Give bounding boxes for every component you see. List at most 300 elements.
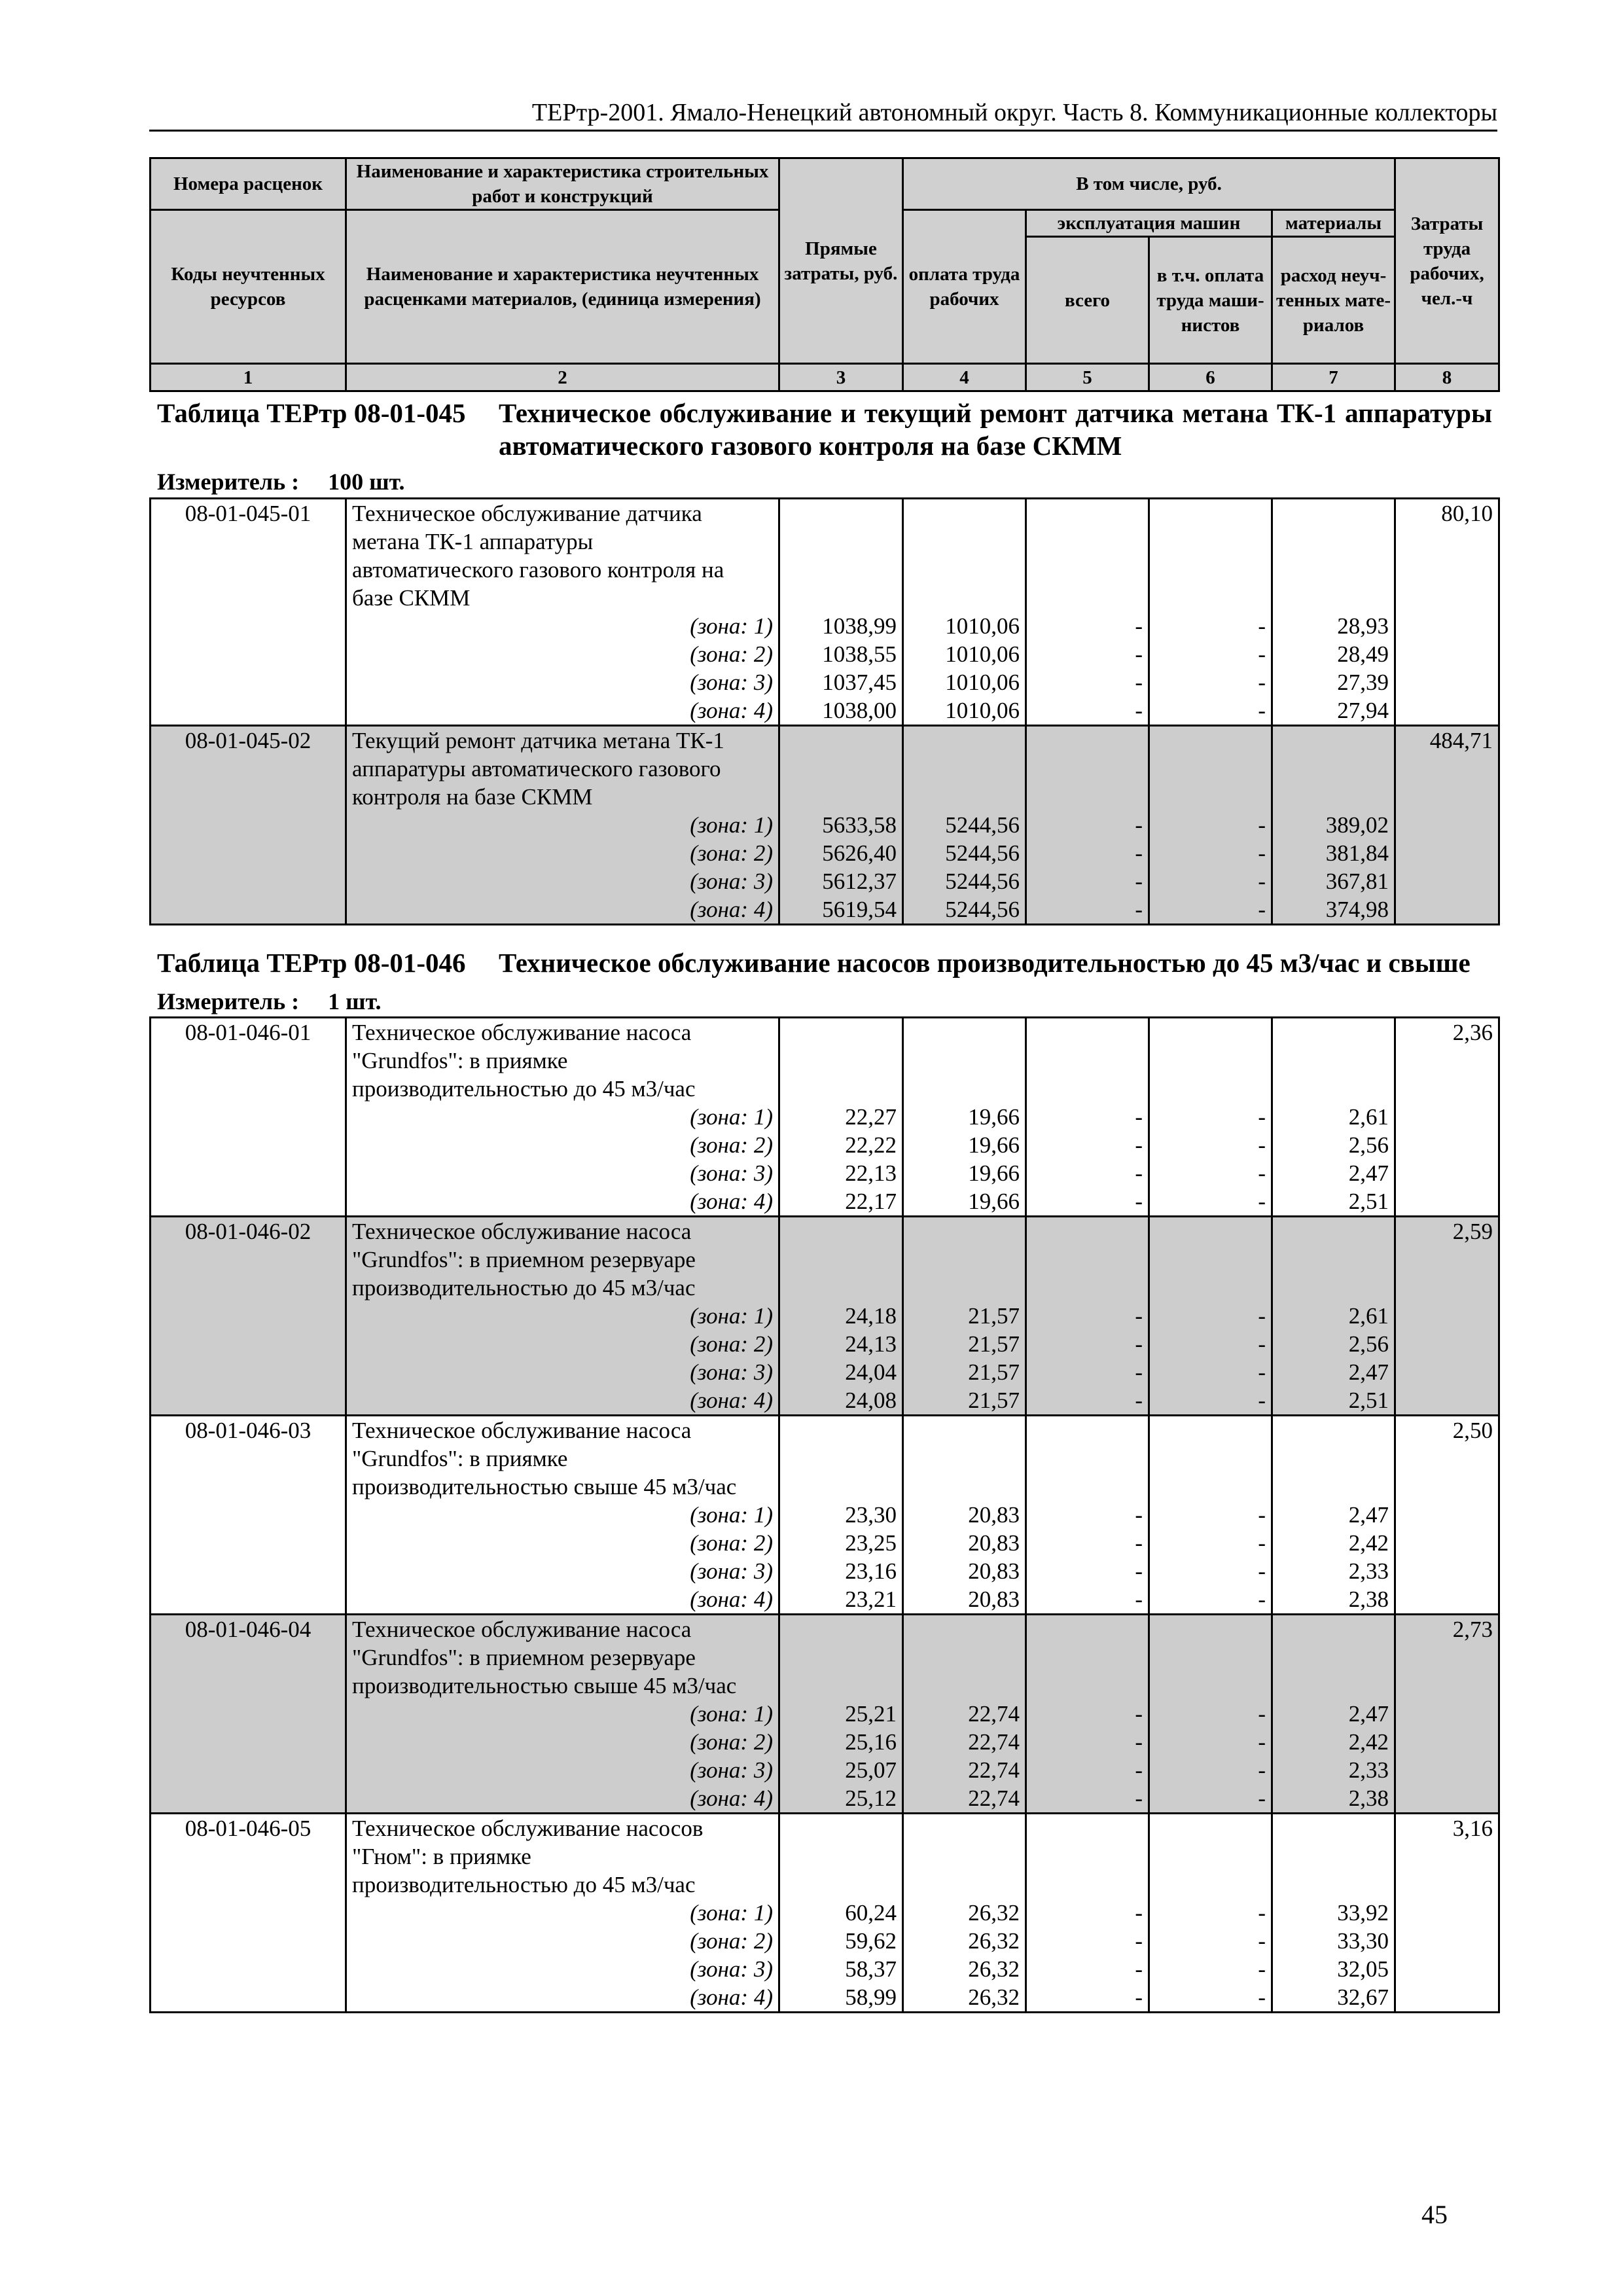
description-spacer [1032,1416,1143,1501]
zone-label: (зона: 4) [690,1785,773,1811]
value-direct: 23,25 [845,1530,897,1556]
description-spacer [909,1416,1020,1501]
value-mat: 374,98 [1325,897,1389,922]
zone-labels [352,612,773,725]
value-direct: 5619,54 [822,897,897,922]
value-mach-wages: - [1258,1359,1266,1385]
value-direct: 60,24 [845,1900,897,1926]
value-mat: 2,42 [1348,1729,1389,1755]
rate-description: Текущий ремонт датчика метана ТК-1 аппаратуры автоматического газового контроля на базе СКММ [352,728,724,810]
value-direct: 58,37 [845,1956,897,1982]
zone-values-mach [1026,1615,1149,1814]
value-mach-wages: - [1258,1928,1266,1954]
value-mach-wages: - [1258,1900,1266,1926]
value-wages: 20,83 [968,1530,1020,1556]
value-direct: 23,30 [845,1502,897,1528]
description-spacer [785,1615,897,1700]
zone-label: (зона: 3) [690,869,773,894]
measure-label: Измеритель : [157,469,300,495]
zone-labels [352,1700,773,1812]
rate-code: 08-01-045-02 [151,726,346,925]
value-list [785,1899,897,2011]
zone-label: (зона: 2) [690,840,773,866]
description-spacer [1278,1018,1389,1103]
zone-label: (зона: 1) [690,613,773,639]
zone-values-mat [1272,1018,1395,1217]
value-mach: - [1135,670,1143,695]
zone-values-mat [1272,1615,1395,1814]
value-mat: 2,61 [1348,1303,1389,1329]
zone-label: (зона: 4) [690,1388,773,1413]
value-list [1278,1302,1389,1414]
value-mat: 2,33 [1348,1757,1389,1783]
zone-label: (зона: 4) [690,1984,773,2010]
zone-label: (зона: 2) [690,1132,773,1158]
value-direct: 58,99 [845,1984,897,2010]
zone-values-mach-wages [1149,499,1272,726]
rates-table-08-01-045 [149,497,1500,925]
zone-labels [352,1899,773,2011]
zone-values-direct [779,1416,903,1615]
value-mach: - [1135,641,1143,667]
value-mat: 367,81 [1325,869,1389,894]
value-mach-wages: - [1258,1587,1266,1612]
zone-label: (зона: 3) [690,1160,773,1186]
value-mach-wages: - [1258,840,1266,866]
zone-values-mat [1272,726,1395,925]
value-list [1278,1501,1389,1613]
value-wages: 1010,06 [945,698,1020,723]
value-direct: 5626,40 [822,840,897,866]
zone-values-mach [1026,1217,1149,1416]
description-spacer [785,1416,897,1501]
zone-label: (зона: 2) [690,1729,773,1755]
value-mach: - [1135,1189,1143,1214]
zone-labels [352,811,773,924]
value-wages: 21,57 [968,1359,1020,1385]
value-direct: 24,13 [845,1331,897,1357]
value-list [1032,1899,1143,2011]
header-worker-wages: оплата труда рабочих [903,210,1026,364]
header-direct-costs: Прямые затраты, руб. [779,158,903,364]
zone-label: (зона: 4) [690,1587,773,1612]
value-mach-wages: - [1258,1558,1266,1584]
value-wages: 5244,56 [945,812,1020,838]
value-wages: 21,57 [968,1303,1020,1329]
measure-unit [157,467,404,496]
description-spacer [1278,1416,1389,1501]
header-work-name: Наименование и характеристика строительных работ и конструкций [346,158,779,210]
value-mach: - [1135,840,1143,866]
value-list [1278,1103,1389,1215]
zone-values-mach-wages [1149,1416,1272,1615]
value-mat: 28,93 [1337,613,1389,639]
value-mach-wages: - [1258,1984,1266,2010]
zone-values-mach-wages [1149,1615,1272,1814]
value-mach: - [1135,1331,1143,1357]
measure-unit [157,987,381,1016]
description-spacer [909,1018,1020,1103]
rate-description: Техническое обслуживание датчика метана ТК-1 аппаратуры автоматического газового контроля на базе СКММ [352,501,724,611]
value-list [909,1501,1020,1613]
value-mach-wages: - [1258,698,1266,723]
value-mat: 32,05 [1337,1956,1389,1982]
zone-values-mach [1026,1018,1149,1217]
value-direct: 1038,00 [822,698,897,723]
value-direct: 25,21 [845,1701,897,1727]
value-mach-wages: - [1258,1530,1266,1556]
rate-row [151,1018,1499,1217]
value-mat: 2,56 [1348,1132,1389,1158]
rate-description-cell [346,1018,779,1217]
description-spacer [909,499,1020,612]
value-list [909,1103,1020,1215]
description-spacer [909,1217,1020,1302]
rate-row [151,1615,1499,1814]
table-title-text: Техническое обслуживание насосов производительностью до 45 м3/час и свыше [499,948,1471,978]
column-header-table [149,157,1500,392]
description-spacer [1278,1615,1389,1700]
value-direct: 23,16 [845,1558,897,1584]
zone-values-direct [779,1814,903,2013]
value-mat: 33,92 [1337,1900,1389,1926]
value-mat: 27,39 [1337,670,1389,695]
value-mach: - [1135,1729,1143,1755]
rate-row [151,726,1499,925]
description-spacer [785,726,897,811]
value-mat: 2,47 [1348,1502,1389,1528]
rate-code: 08-01-046-04 [151,1615,346,1814]
header-col-number: 1 [151,364,346,391]
value-list [785,811,897,924]
rate-description: Техническое обслуживание насоса "Grundfos": в приямке производительностью свыше 45 м3/час [352,1418,737,1499]
zone-label: (зона: 1) [690,1104,773,1130]
value-mach: - [1135,1558,1143,1584]
value-mach-wages: - [1258,613,1266,639]
value-mat: 33,30 [1337,1928,1389,1954]
zone-values-wages [903,1416,1026,1615]
rates-table-08-01-046 [149,1016,1500,2013]
value-wages: 5244,56 [945,869,1020,894]
labor-costs-value: 2,73 [1395,1615,1499,1814]
value-list [1155,1103,1266,1215]
zone-values-mach [1026,1814,1149,2013]
value-mach-wages: - [1258,1502,1266,1528]
zone-label: (зона: 2) [690,1928,773,1954]
value-list [1155,612,1266,725]
value-wages: 5244,56 [945,840,1020,866]
value-mach-wages: - [1258,1331,1266,1357]
value-mach: - [1135,1502,1143,1528]
value-direct: 23,21 [845,1587,897,1612]
zone-values-mach-wages [1149,1814,1272,2013]
rate-row [151,1814,1499,2013]
rate-code: 08-01-046-03 [151,1416,346,1615]
rate-description: Техническое обслуживание насосов "Гном": в приямке производительностью до 45 м3/час [352,1816,704,1897]
value-direct: 1037,45 [822,670,897,695]
value-mach: - [1135,698,1143,723]
value-mach: - [1135,1928,1143,1954]
value-mat: 28,49 [1337,641,1389,667]
value-wages: 21,57 [968,1388,1020,1413]
value-list [1278,1899,1389,2011]
value-direct: 25,12 [845,1785,897,1811]
description-spacer [1278,499,1389,612]
description-spacer [1155,726,1266,811]
value-wages: 26,32 [968,1984,1020,2010]
zone-values-mach-wages [1149,726,1272,925]
zone-values-direct [779,726,903,925]
zone-label: (зона: 1) [690,812,773,838]
value-mach: - [1135,1956,1143,1982]
value-list [1032,612,1143,725]
value-mach: - [1135,1132,1143,1158]
value-list [1155,1302,1266,1414]
zone-label: (зона: 4) [690,1189,773,1214]
value-mach-wages: - [1258,1729,1266,1755]
rate-code: 08-01-046-05 [151,1814,346,2013]
rate-code: 08-01-045-01 [151,499,346,726]
zone-values-direct [779,1018,903,1217]
value-direct: 22,22 [845,1132,897,1158]
value-mach: - [1135,1785,1143,1811]
value-direct: 1038,99 [822,613,897,639]
value-list [909,612,1020,725]
header-col-number: 6 [1149,364,1272,391]
zone-labels [352,1302,773,1414]
header-resource-codes: Коды неучтенных ресурсов [151,210,346,364]
zone-values-wages [903,1615,1026,1814]
zone-labels [352,1103,773,1215]
table-title [157,946,1492,979]
header-col-number: 4 [903,364,1026,391]
description-spacer [1155,1814,1266,1899]
value-mat: 2,51 [1348,1189,1389,1214]
zone-label: (зона: 3) [690,1558,773,1584]
running-header: ТЕРтр-2001. Ямало-Ненецкий автономный округ. Часть 8. Коммуникационные коллекторы [149,97,1497,132]
header-col-number: 8 [1395,364,1499,391]
value-wages: 19,66 [968,1132,1020,1158]
labor-costs-value: 2,36 [1395,1018,1499,1217]
table-title-text: Техническое обслуживание и текущий ремонт датчика метана ТК-1 аппаратуры автоматического газового контроля на базе СКММ [499,398,1492,461]
value-wages: 21,57 [968,1331,1020,1357]
value-wages: 19,66 [968,1104,1020,1130]
value-wages: 20,83 [968,1502,1020,1528]
value-list [1155,1700,1266,1812]
zone-values-direct [779,1615,903,1814]
header-in-total: В том числе, руб. [903,158,1395,210]
rate-description: Техническое обслуживание насоса "Grundfos": в приямке производительностью до 45 м3/час [352,1020,696,1102]
value-direct: 5612,37 [822,869,897,894]
value-direct: 24,08 [845,1388,897,1413]
value-list [909,1700,1020,1812]
zone-values-mach [1026,499,1149,726]
value-wages: 22,74 [968,1701,1020,1727]
value-mach: - [1135,1530,1143,1556]
zone-values-mach [1026,726,1149,925]
value-mach-wages: - [1258,1757,1266,1783]
value-wages: 22,74 [968,1785,1020,1811]
zone-label: (зона: 4) [690,698,773,723]
zone-values-wages [903,499,1026,726]
zone-label: (зона: 2) [690,1530,773,1556]
value-mach-wages: - [1258,1303,1266,1329]
value-wages: 22,74 [968,1757,1020,1783]
value-direct: 24,18 [845,1303,897,1329]
description-spacer [1155,499,1266,612]
value-mach: - [1135,1104,1143,1130]
description-spacer [1278,726,1389,811]
value-wages: 1010,06 [945,641,1020,667]
description-spacer [785,1018,897,1103]
value-mat: 2,47 [1348,1359,1389,1385]
value-list [909,1899,1020,2011]
value-mach: - [1135,897,1143,922]
zone-values-mach-wages [1149,1018,1272,1217]
value-mach: - [1135,1303,1143,1329]
value-mat: 2,47 [1348,1160,1389,1186]
description-spacer [909,1615,1020,1700]
value-direct: 1038,55 [822,641,897,667]
value-mach: - [1135,613,1143,639]
rate-description-cell [346,1814,779,2013]
zone-labels [352,1501,773,1613]
value-direct: 24,04 [845,1359,897,1385]
description-spacer [1032,1018,1143,1103]
table-title-number: Таблица ТЕРтр 08-01-045 [157,398,466,428]
description-spacer [1278,1217,1389,1302]
value-list [1032,1302,1143,1414]
value-mat: 389,02 [1325,812,1389,838]
zone-label: (зона: 3) [690,670,773,695]
value-list [1032,811,1143,924]
value-wages: 19,66 [968,1189,1020,1214]
header-labor-costs: Затраты труда рабочих, чел.-ч [1395,158,1499,364]
header-col-number: 2 [346,364,779,391]
description-spacer [1155,1615,1266,1700]
description-spacer [1155,1416,1266,1501]
zone-values-wages [903,1814,1026,2013]
header-material-name: Наименование и характеристика неучтенных расценками материалов, (единица измерения) [346,210,779,364]
value-direct: 22,17 [845,1189,897,1214]
value-mach: - [1135,1984,1143,2010]
value-list [1278,1700,1389,1812]
zone-values-wages [903,1018,1026,1217]
value-mach-wages: - [1258,1189,1266,1214]
rate-description-cell [346,726,779,925]
value-mach: - [1135,1359,1143,1385]
value-direct: 5633,58 [822,812,897,838]
zone-label: (зона: 3) [690,1359,773,1385]
value-direct: 22,27 [845,1104,897,1130]
value-list [785,612,897,725]
value-mat: 2,61 [1348,1104,1389,1130]
labor-costs-value: 2,59 [1395,1217,1499,1416]
rate-description: Техническое обслуживание насоса "Grundfos": в приемном резервуаре производительностью свыше 45 м3/час [352,1617,737,1698]
value-mach-wages: - [1258,1956,1266,1982]
value-mach-wages: - [1258,897,1266,922]
rate-row [151,1416,1499,1615]
value-mach: - [1135,1757,1143,1783]
description-spacer [1155,1018,1266,1103]
zone-label: (зона: 1) [690,1303,773,1329]
zone-values-mat [1272,499,1395,726]
zone-values-wages [903,1217,1026,1416]
zone-label: (зона: 3) [690,1956,773,1982]
value-mat: 381,84 [1325,840,1389,866]
zone-label: (зона: 4) [690,897,773,922]
value-mat: 2,56 [1348,1331,1389,1357]
value-direct: 25,07 [845,1757,897,1783]
description-spacer [785,499,897,612]
rate-description-cell [346,1416,779,1615]
value-mach: - [1135,1388,1143,1413]
description-spacer [785,1217,897,1302]
header-rate-numbers: Номера расценок [151,158,346,210]
zone-label: (зона: 1) [690,1502,773,1528]
labor-costs-value: 3,16 [1395,1814,1499,2013]
value-direct: 25,16 [845,1729,897,1755]
value-direct: 22,13 [845,1160,897,1186]
description-spacer [1278,1814,1389,1899]
value-mach: - [1135,1587,1143,1612]
value-mat: 2,51 [1348,1388,1389,1413]
value-wages: 19,66 [968,1160,1020,1186]
zone-values-direct [779,499,903,726]
description-spacer [1155,1217,1266,1302]
value-mach-wages: - [1258,1104,1266,1130]
value-mat: 2,42 [1348,1530,1389,1556]
header-materials: материалы [1272,210,1395,237]
measure-value: 100 шт. [328,469,405,495]
description-spacer [1032,726,1143,811]
value-wages: 1010,06 [945,670,1020,695]
value-mat: 2,33 [1348,1558,1389,1584]
description-spacer [909,1814,1020,1899]
value-list [909,1302,1020,1414]
value-wages: 22,74 [968,1729,1020,1755]
value-mat: 2,47 [1348,1701,1389,1727]
value-mach: - [1135,869,1143,894]
measure-value: 1 шт. [328,988,382,1014]
value-mach-wages: - [1258,1160,1266,1186]
value-mach: - [1135,1900,1143,1926]
rate-code: 08-01-046-02 [151,1217,346,1416]
value-mach-wages: - [1258,1785,1266,1811]
value-mach-wages: - [1258,641,1266,667]
zone-values-mach [1026,1416,1149,1615]
value-list [1155,1501,1266,1613]
labor-costs-value: 2,50 [1395,1416,1499,1615]
value-list [1032,1103,1143,1215]
rate-description-cell [346,1217,779,1416]
description-spacer [1032,499,1143,612]
value-mach-wages: - [1258,812,1266,838]
value-mach: - [1135,1701,1143,1727]
value-list [785,1103,897,1215]
value-mach-wages: - [1258,1132,1266,1158]
value-mach-wages: - [1258,869,1266,894]
value-wages: 26,32 [968,1900,1020,1926]
table-title [157,397,1492,462]
value-wages: 5244,56 [945,897,1020,922]
value-wages: 26,32 [968,1956,1020,1982]
value-list [785,1700,897,1812]
zone-values-mach-wages [1149,1217,1272,1416]
header-machinist-wages: в т.ч. оплата труда маши-нистов [1149,237,1272,364]
zone-values-mat [1272,1217,1395,1416]
value-list [785,1302,897,1414]
